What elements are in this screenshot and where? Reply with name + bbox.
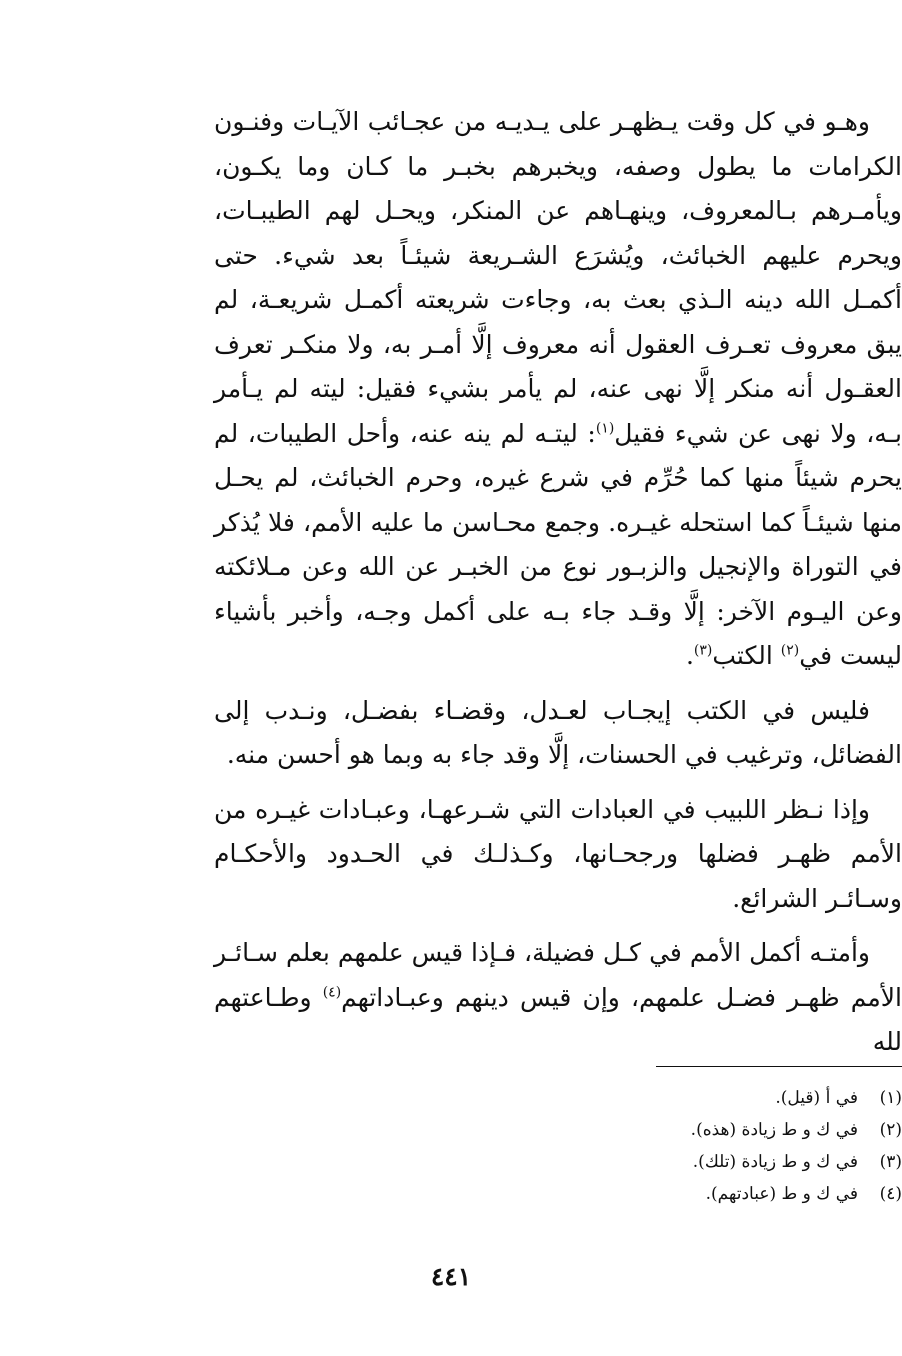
footnote-3 xyxy=(560,1146,902,1178)
footnote-4 xyxy=(560,1178,902,1210)
footnote-ref-1: (١) xyxy=(595,420,615,437)
footnotes-list xyxy=(560,1082,902,1210)
footnote-divider xyxy=(656,1066,902,1067)
paragraph-1-text-c: الكتب xyxy=(712,641,781,670)
footnote-text: في أ (قيل). xyxy=(775,1088,858,1108)
footnote-number: (٤) xyxy=(879,1184,902,1204)
footnote-text: في ك و ط زيادة (هذه). xyxy=(690,1120,858,1140)
page-number: ٤٤١ xyxy=(430,1262,472,1291)
paragraph-1-text-a: وهـو في كل وقت يـظهـر على يـديـه من عجـائب الآيـات وفنـون الكرامات ما يطول وصفه، ويخبرهم بخبـر ما كـان وما يكـون، ويأمـرهم بـالمعروف، وينهـاهم عن المنكر، ويحـل لهم الطيبـات، ويحرم عليهم الخبائث، ويُشرَع الشـريعة شيئـاً بعد شيء. حتى أكمـل الله دينه الـذي بعث به، وجاءت شريعته أكمـل شريعـة، لم يبق معروف تعـرف العقول أنه معروف إلَّا أمـر به، ولا منكـر تعرف العقـول أنه منكر إلَّا نهى عنه، لم يأمر بشيء فقيل: ليته لم يـأمر بـه، ولا نهى عن شيء فقيل xyxy=(214,107,902,448)
paragraph-2: فليس في الكتب إيجـاب لعـدل، وقضـاء بفضـل، ونـدب إلى الفضائل، وترغيب في الحسنات، إلَّا وقد جاء به وبما هو أحسن منه. xyxy=(214,695,902,769)
footnote-number: (٣) xyxy=(879,1152,902,1172)
footnote-text: في ك و ط زيادة (تلك). xyxy=(692,1152,858,1172)
paragraph-4 xyxy=(214,931,902,1065)
footnote-number: (١) xyxy=(879,1088,902,1108)
paragraph-4-text-a: وأمتـه أكمل الأمم في كـل فضيلة، فـإذا قيس علمهم بعلم سـائـر الأمم ظهـر فضـل علمهم، وإن قيس دينهم وعبـاداتهم xyxy=(214,938,902,1012)
paragraph-4-text-b: وطـاعتهم لله xyxy=(214,982,902,1056)
paragraph-1 xyxy=(214,100,902,679)
main-text xyxy=(214,100,902,1075)
footnote-text: في ك و ط (عبادتهم). xyxy=(705,1184,858,1204)
footnote-ref-3: (٣) xyxy=(693,642,713,659)
paragraph-3: وإذا نـظر اللبيب في العبادات التي شـرعهـا، وعبـادات غيـره من الأمم ظهـر فضلها ورجحـانها، وكـذلـك في الحـدود والأحكـام وسـائـر الشرائع. xyxy=(214,794,902,913)
footnote-ref-4: (٤) xyxy=(322,984,342,1001)
footnote-2 xyxy=(560,1114,902,1146)
footnote-ref-2: (٢) xyxy=(780,642,800,659)
footnote-number: (٢) xyxy=(879,1120,902,1140)
paragraph-1-text-d: . xyxy=(685,641,694,670)
paragraph-1-text-b: : ليتـه لم ينه عنه، وأحل الطيبات، لم يحرم شيئاً منها كما حُرِّم في شرع غيره، وحرم الخبائث، لم يحـل منها شيئـاً كما استحله غيـره. وجمع محـاسن ما عليه الأمم، فلا يُذكر في التوراة والإنجيل والزبـور نوع من الخبـر عن الله وعن مـلائكته وعن اليـوم الآخر: إلَّا وقـد جاء بـه على أكمل وجـه، وأخبر بأشياء ليست في xyxy=(214,418,902,670)
footnote-1 xyxy=(560,1082,902,1114)
